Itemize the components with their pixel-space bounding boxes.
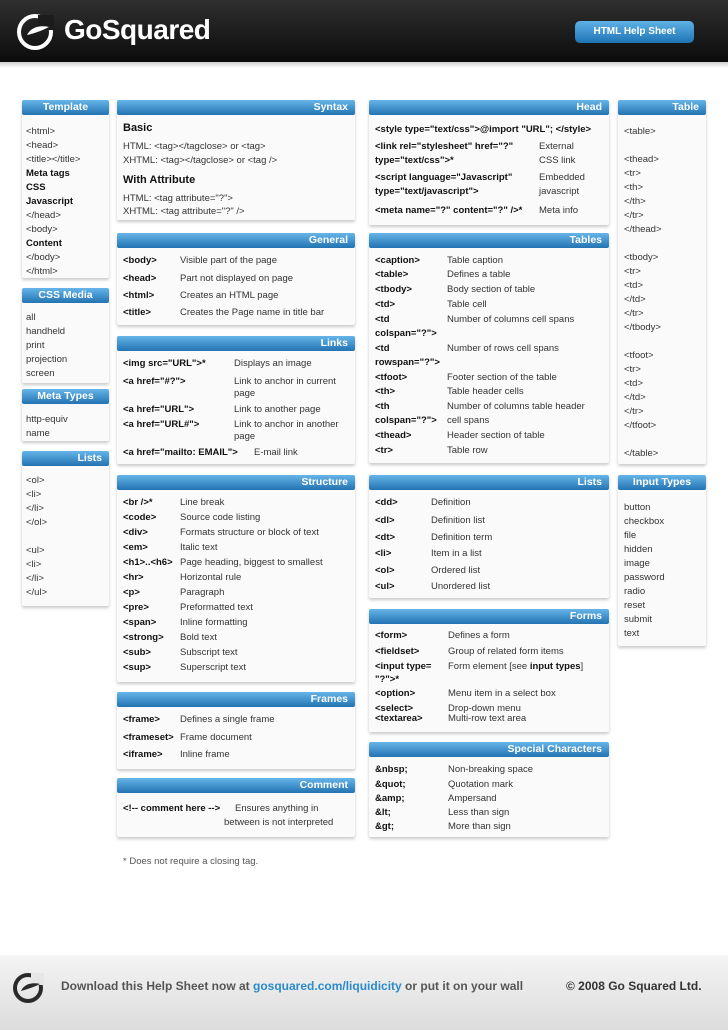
copyright: © 2008 Go Squared Ltd. (566, 979, 702, 993)
table-tag-item: <thead> (624, 154, 659, 165)
comment-tag: <!-- comment here --> (123, 803, 221, 814)
syntax-attr-html: HTML: <tag attribute="?"> (123, 193, 233, 204)
list-tag: <dl> (375, 515, 395, 526)
table-tag-item: </tbody> (624, 322, 661, 333)
input-type-item: checkbox (624, 516, 665, 527)
template-item: <title></title> (26, 154, 81, 165)
head-tag: <script language="Javascript" (375, 172, 513, 183)
template-item: Meta tags (26, 168, 70, 179)
structure-tag: <div> (123, 527, 148, 538)
structure-tag: <sub> (123, 647, 151, 658)
table-tag: colspan="?"> (375, 415, 437, 426)
table-tag-item: </tr> (624, 406, 644, 417)
general-desc: Creates an HTML page (180, 290, 279, 301)
forms-panel (369, 609, 609, 732)
table-tag: <td> (375, 299, 396, 310)
general-desc: Creates the Page name in title bar (180, 307, 325, 318)
input-type-item: image (624, 558, 650, 569)
list-tag-item: </ol> (26, 517, 48, 528)
structure-panel (117, 475, 355, 682)
table-desc: Table cell (447, 299, 487, 310)
head-tag: type="text/javascript"> (375, 186, 479, 197)
link-tag: <img src="URL">* (123, 358, 206, 369)
download-link[interactable]: gosquared.com/liquidicity (253, 979, 402, 993)
structure-tag: <sup> (123, 662, 151, 673)
entity-desc: More than sign (448, 821, 511, 832)
input-type-item: file (624, 530, 637, 541)
list-tag-item: <li> (26, 559, 42, 570)
head-tag: <link rel="stylesheet" href="?" (375, 141, 514, 152)
template-item: <html> (26, 126, 56, 137)
table-desc: Body section of table (447, 284, 536, 295)
entity-desc: Non-breaking space (448, 764, 534, 775)
link-tag: <a href="URL#"> (123, 419, 200, 430)
general-desc: Part not displayed on page (180, 273, 294, 284)
form-desc: Multi-row text area (448, 713, 527, 724)
logo-text: GoSquared (64, 14, 211, 45)
table-desc: Number of columns table header (447, 401, 585, 412)
list-desc: Item in a list (431, 548, 482, 559)
structure-tag: <code> (123, 512, 157, 523)
structure-desc: Line break (180, 497, 225, 508)
comment-title: Comment (117, 778, 355, 793)
gosquared-logo-icon (16, 13, 54, 51)
syntax-basic-html: HTML: <tag></tagclose> or <tag> (123, 141, 266, 152)
list-tag-item: <ul> (26, 545, 45, 556)
lists-left-title: Lists (22, 451, 109, 466)
frame-tag: <frameset> (123, 732, 174, 743)
list-desc: Definition term (431, 532, 493, 543)
head-desc: External (539, 141, 574, 152)
special-chars-title: Special Characters (369, 742, 609, 757)
table-tag: <tr> (375, 445, 393, 456)
template-item: Content (26, 238, 62, 249)
structure-title: Structure (117, 475, 355, 490)
structure-tag: <hr> (123, 572, 144, 583)
form-desc: Group of related form items (448, 646, 564, 657)
template-item: </head> (26, 210, 61, 221)
template-item: Javascript (26, 196, 74, 207)
frames-panel (117, 692, 355, 769)
form-desc (448, 661, 583, 673)
syntax-basic-xhtml: XHTML: <tag></tagclose> or <tag /> (123, 155, 278, 166)
general-panel (117, 233, 355, 325)
table-tag: <tbody> (375, 284, 412, 295)
table-tag-item: </table> (624, 448, 659, 459)
list-tag: <dt> (375, 532, 396, 543)
table-tag-item: <tbody> (624, 252, 659, 263)
comment-desc-2: between is not interpreted (224, 817, 334, 828)
table-tag-item: <th> (624, 182, 644, 193)
structure-desc: Italic text (180, 542, 218, 553)
meta-type-item: http-equiv (26, 414, 68, 425)
meta-types-title: Meta Types (22, 389, 109, 404)
input-type-item: text (624, 628, 640, 639)
input-type-item: submit (624, 614, 652, 625)
table-tag-item: <tr> (624, 168, 641, 179)
entity-desc: Quotation mark (448, 779, 513, 790)
css-media-item: all (26, 312, 36, 323)
gosquared-footer-logo-icon (12, 972, 44, 1004)
form-desc-part: Form element [see (448, 661, 530, 672)
special-chars-panel (369, 742, 609, 837)
form-desc: Drop-down menu (448, 703, 521, 714)
template-item: <head> (26, 140, 59, 151)
table-desc: Number of columns cell spans (447, 314, 575, 325)
general-tag: <body> (123, 255, 157, 266)
download-text-suffix: or put it on your wall (401, 979, 524, 993)
table-desc: Table row (447, 445, 488, 456)
structure-tag: <br />* (123, 497, 153, 508)
footnote: * Does not require a closing tag. (123, 856, 259, 867)
form-desc: Defines a form (448, 630, 510, 641)
entity-tag: &quot; (375, 779, 406, 790)
table-desc: Footer section of the table (447, 372, 557, 383)
link-desc: E-mail link (254, 447, 298, 458)
head-desc: CSS link (539, 155, 576, 166)
structure-tag: <pre> (123, 602, 149, 613)
form-tag: <option> (375, 688, 416, 699)
list-desc: Unordered list (431, 581, 491, 592)
template-item: CSS (26, 182, 46, 193)
meta-type-item: name (26, 428, 50, 439)
entity-tag: &amp; (375, 793, 405, 804)
header-divider (0, 62, 728, 68)
entity-desc: Ampersand (448, 793, 497, 804)
table-desc: Table header cells (447, 386, 524, 397)
list-tag-item: </ul> (26, 587, 48, 598)
list-tag-item: </li> (26, 573, 44, 584)
input-type-item: reset (624, 600, 646, 611)
form-tag: "?">* (375, 674, 400, 685)
table-tag: <td (375, 343, 390, 354)
table-tag: colspan="?"> (375, 328, 437, 339)
table-tag-item: </thead> (624, 224, 662, 235)
frame-desc: Defines a single frame (180, 714, 275, 725)
lists-left-panel (22, 451, 109, 606)
table-tag-item: </td> (624, 392, 646, 403)
syntax-title: Syntax (117, 100, 355, 115)
download-text (61, 978, 523, 994)
forms-title: Forms (369, 609, 609, 624)
list-tag: <ol> (375, 565, 395, 576)
syntax-attr-xhtml: XHTML: <tag attribute="?" /> (123, 206, 245, 217)
form-desc: Menu item in a select box (448, 688, 556, 699)
table-tag: <td (375, 314, 390, 325)
table-tag-item: </tr> (624, 308, 644, 319)
css-media-item: handheld (26, 326, 66, 337)
head-desc: Meta info (539, 205, 579, 216)
table-tag-item: <td> (624, 280, 644, 291)
entity-desc: Less than sign (448, 807, 510, 818)
form-desc-part: input types (529, 661, 581, 672)
table-tag-item: </tfoot> (624, 420, 657, 431)
entity-tag: &lt; (375, 807, 391, 818)
help-sheet-badge: HTML Help Sheet (575, 21, 694, 43)
link-tag: <a href="#?"> (123, 376, 186, 387)
structure-desc: Paragraph (180, 587, 225, 598)
head-panel (369, 100, 609, 225)
form-tag: <form> (375, 630, 408, 641)
input-types-panel (618, 475, 706, 646)
table-tag-item: <table> (624, 126, 656, 137)
list-tag-item: <li> (26, 489, 42, 500)
head-desc: Embedded (539, 172, 585, 183)
frame-tag: <iframe> (123, 749, 163, 760)
table-desc: Header section of table (447, 430, 545, 441)
form-tag: <select> (375, 703, 414, 714)
form-tag: <fieldset> (375, 646, 420, 657)
input-type-item: hidden (624, 544, 653, 555)
head-title: Head (369, 100, 609, 115)
structure-desc: Horizontal rule (180, 572, 242, 583)
links-panel (117, 336, 355, 464)
structure-desc: Formats structure or block of text (180, 527, 319, 538)
head-desc: javascript (539, 186, 580, 197)
table-tag: rowspan="?"> (375, 357, 440, 368)
structure-desc: Subscript text (180, 647, 238, 658)
input-types-title: Input Types (618, 475, 706, 490)
entity-tag: &nbsp; (375, 764, 408, 775)
table-panel (618, 100, 706, 464)
table-tag: <th> (375, 386, 396, 397)
link-desc: Link to another page (234, 404, 321, 415)
entity-tag: &gt; (375, 821, 394, 832)
meta-types-panel (22, 389, 109, 441)
table-desc: Table caption (447, 255, 503, 266)
lists-mid-panel (369, 475, 609, 598)
table-tag-item: <td> (624, 378, 644, 389)
input-type-item: button (624, 502, 651, 513)
general-tag: <title> (123, 307, 151, 318)
link-desc: Link to anchor in another page (234, 419, 339, 442)
table-desc: cell spans (447, 415, 490, 426)
head-tag: <style type="text/css">@import "URL"; </style> (375, 124, 592, 135)
list-desc: Ordered list (431, 565, 481, 576)
table-tag-item: <tr> (624, 266, 641, 277)
frame-desc: Inline frame (180, 749, 230, 760)
table-tag-item: </tr> (624, 210, 644, 221)
input-type-item: password (624, 572, 665, 583)
tables-title: Tables (369, 233, 609, 248)
frames-title: Frames (117, 692, 355, 707)
list-tag: <li> (375, 548, 392, 559)
css-media-title: CSS Media (22, 288, 109, 303)
structure-desc: Inline formatting (180, 617, 248, 628)
table-desc: Defines a table (447, 269, 511, 280)
link-tag: <a href="URL"> (123, 404, 195, 415)
list-tag-item: </li> (26, 503, 44, 514)
list-tag: <ul> (375, 581, 395, 592)
list-tag: <dd> (375, 497, 398, 508)
template-title: Template (22, 100, 109, 115)
css-media-panel (22, 288, 109, 383)
comment-panel (117, 778, 355, 837)
structure-desc: Preformatted text (180, 602, 253, 613)
table-tag: <table> (375, 269, 409, 280)
syntax-basic-heading: Basic (123, 122, 153, 134)
structure-desc: Page heading, biggest to smallest (180, 557, 323, 568)
structure-tag: <h1>..<h6> (123, 557, 173, 568)
links-title: Links (117, 336, 355, 351)
table-tag-item: <tfoot> (624, 350, 654, 361)
css-media-item: projection (26, 354, 68, 365)
structure-desc: Superscript text (180, 662, 246, 673)
head-tag: type="text/css">* (375, 155, 454, 166)
link-desc: Link to anchor in current page (234, 376, 336, 399)
css-media-item: screen (26, 368, 55, 379)
structure-tag: <em> (123, 542, 148, 553)
general-desc: Visible part of the page (180, 255, 278, 266)
structure-desc: Source code listing (180, 512, 261, 523)
download-text-prefix: Download this Help Sheet now at (61, 979, 254, 993)
comment-desc-1: Ensures anything in (235, 803, 319, 814)
general-tag: <head> (123, 273, 157, 284)
table-tag-item: </th> (624, 196, 646, 207)
frame-desc: Frame document (180, 732, 252, 743)
list-desc: Definition list (431, 515, 485, 526)
head-tag: <meta name="?" content="?" />* (375, 205, 523, 216)
general-title: General (117, 233, 355, 248)
table-desc: Number of rows cell spans (447, 343, 559, 354)
template-item: <body> (26, 224, 58, 235)
structure-tag: <span> (123, 617, 157, 628)
template-item: </html> (26, 266, 58, 277)
css-media-item: print (26, 340, 45, 351)
table-tag: <thead> (375, 430, 412, 441)
form-tag: <input type= (375, 661, 432, 672)
input-type-item: radio (624, 586, 646, 597)
table-title: Table (618, 100, 706, 115)
link-desc: Displays an image (234, 358, 312, 369)
syntax-panel (117, 100, 355, 220)
template-item: </body> (26, 252, 61, 263)
table-tag: <tfoot> (375, 372, 408, 383)
link-tag: <a href="mailto: EMAIL"> (123, 447, 238, 458)
table-tag-item: <tr> (624, 364, 641, 375)
form-tag: <textarea> (375, 713, 423, 724)
general-tag: <html> (123, 290, 155, 301)
form-desc-part: ] (580, 661, 584, 672)
tables-panel (369, 233, 609, 463)
table-tag-item: </td> (624, 294, 646, 305)
structure-tag: <p> (123, 587, 140, 598)
syntax-attr-heading: With Attribute (123, 174, 196, 186)
frame-tag: <frame> (123, 714, 160, 725)
list-tag-item: <ol> (26, 475, 45, 486)
table-tag: <th (375, 401, 390, 412)
structure-tag: <strong> (123, 632, 164, 643)
structure-desc: Bold text (180, 632, 217, 643)
table-tag: <caption> (375, 255, 420, 266)
list-desc: Definition (431, 497, 471, 508)
template-panel (22, 100, 109, 278)
lists-mid-title: Lists (369, 475, 609, 490)
